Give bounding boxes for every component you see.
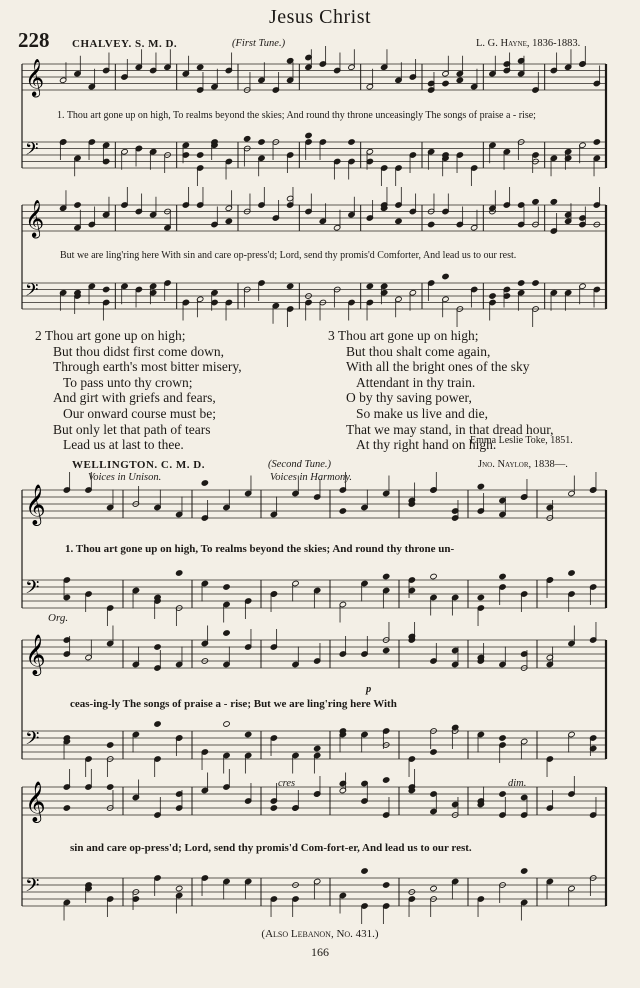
- note-head: [520, 868, 527, 874]
- note-head: [175, 570, 182, 576]
- note-head: [223, 721, 230, 727]
- note-head: [175, 735, 182, 741]
- note-head: [59, 139, 66, 145]
- note-head: [270, 805, 277, 811]
- direction-unison: Voices in Unison.: [88, 472, 162, 483]
- note-head: [430, 573, 437, 579]
- note-head: [430, 749, 437, 755]
- footer-note: (Also Lebanon, No. 431.): [261, 928, 379, 940]
- page-header: Jesus Christ: [268, 6, 372, 28]
- verse-3-line: With all the bright ones of the sky: [346, 359, 530, 375]
- bass-clef: 𝄢: [25, 280, 39, 304]
- note-head: [442, 273, 449, 279]
- verse-2-line: Our onward course must be;: [63, 405, 216, 421]
- verse-3-line: Attendant in thy train.: [356, 374, 476, 390]
- note-head: [430, 885, 437, 891]
- tune2-lyrics-line2: ceas-ing-ly The songs of praise a - rise; But we are ling'ring here With: [70, 698, 397, 710]
- treble-clef: 𝄞: [25, 485, 46, 525]
- note-head: [196, 64, 203, 70]
- note-head: [499, 791, 506, 797]
- tune1-name: CHALVEY. S. M. D.: [72, 38, 178, 50]
- organ-label: Org.: [48, 612, 69, 624]
- note-head: [135, 145, 142, 151]
- direction-harmony: Voices in Harmony.: [270, 472, 352, 483]
- verse-2-line: Through earth's most bitter misery,: [53, 359, 242, 375]
- note-head: [225, 218, 232, 224]
- treble-clef: 𝄞: [25, 635, 46, 675]
- hymn-number: 228: [18, 28, 50, 52]
- tune2-note: (Second Tune.): [268, 459, 331, 470]
- note-head: [550, 199, 557, 205]
- note-head: [382, 573, 389, 579]
- verse-3-line: O by thy saving power,: [346, 390, 472, 406]
- note-head: [427, 221, 434, 227]
- note-head: [154, 644, 161, 650]
- note-head: [286, 283, 293, 289]
- treble-clef: 𝄞: [25, 58, 45, 96]
- note-head: [361, 868, 368, 874]
- dynamic-crescendo: cres: [278, 778, 296, 789]
- note-head: [305, 132, 312, 138]
- note-head: [589, 487, 596, 493]
- note-head: [593, 139, 600, 145]
- verse-2-line: And girt with griefs and fears,: [53, 390, 216, 406]
- dynamic-piano: p: [366, 684, 372, 695]
- note-head: [292, 805, 299, 811]
- verse-3-line: But thou shalt come again,: [346, 343, 491, 359]
- note-head: [477, 594, 484, 600]
- note-head: [258, 139, 265, 145]
- note-head: [223, 584, 230, 590]
- verse-2-line: To pass unto thy crown;: [63, 374, 193, 390]
- note-head: [243, 136, 250, 142]
- verse-2-line: 2 Thou art gone up on high;: [35, 328, 186, 343]
- verse-3-line: That we may stand, in that dread hour,: [346, 421, 554, 437]
- tune1-note: (First Tune.): [232, 38, 286, 49]
- note-head: [532, 280, 539, 286]
- note-head: [442, 80, 449, 86]
- note-head: [196, 152, 203, 158]
- note-head: [201, 480, 208, 486]
- note-head: [348, 139, 355, 145]
- note-head: [106, 742, 113, 748]
- note-head: [339, 508, 346, 514]
- note-head: [382, 777, 389, 783]
- note-head: [74, 202, 81, 208]
- tune2-lyrics-line1: 1. Thou art gone up on high, To realms beyond the skies; And round thy throne un-: [65, 543, 455, 555]
- treble-clef: 𝄞: [25, 782, 46, 822]
- note-head: [270, 591, 277, 597]
- note-head: [175, 885, 182, 891]
- note-head: [154, 721, 161, 727]
- note-head: [517, 280, 524, 286]
- bass-clef: 𝄢: [25, 577, 40, 603]
- tune2-lyrics-line3: sin and care op-press'd; Lord, send thy promis'd Com-fort-er, And lead us to our rest.: [70, 842, 472, 854]
- verse-2-line: Lead us at last to thee.: [63, 437, 184, 453]
- page-number: 166: [311, 945, 329, 959]
- verse-author: Emma Leslie Toke, 1851.: [470, 435, 573, 446]
- tune1-lyrics-line1: 1. Thou art gone up on high, To realms beyond the skies; And round thy throne unceasingly The songs of praise a - rise;: [57, 110, 536, 121]
- note-head: [106, 784, 113, 790]
- note-head: [63, 805, 70, 811]
- bass-clef: 𝄢: [25, 875, 40, 901]
- note-head: [382, 647, 389, 653]
- tune1-composer: L. G. Hayne, 1836-1883.: [476, 38, 581, 49]
- tune2-composer: Jno. Naylor, 1838—.: [478, 459, 568, 470]
- note-head: [477, 483, 484, 489]
- note-head: [382, 882, 389, 888]
- note-head: [132, 587, 139, 593]
- note-head: [244, 731, 251, 737]
- note-head: [546, 577, 553, 583]
- note-head: [223, 630, 230, 636]
- bass-clef: 𝄢: [25, 728, 40, 754]
- verse-3-line: So make us live and die,: [356, 405, 488, 421]
- verse-2-line: But thou didst first come down,: [53, 343, 224, 359]
- note-head: [102, 212, 109, 218]
- verse-3-line: At thy right hand on high.: [356, 437, 497, 453]
- dynamic-diminuendo: dim.: [508, 778, 527, 789]
- tune2-name: WELLINGTON. C. M. D.: [72, 459, 205, 471]
- note-head: [532, 199, 539, 205]
- note-head: [313, 745, 320, 751]
- note-head: [456, 77, 463, 83]
- note-head: [489, 293, 496, 299]
- note-head: [430, 487, 437, 493]
- note-head: [499, 573, 506, 579]
- note-head: [499, 735, 506, 741]
- note-head: [568, 570, 575, 576]
- verse-3-line: 3 Thou art gone up on high;: [328, 328, 479, 343]
- verse-2: [35, 328, 242, 453]
- verse-2-line: But only let that path of tears: [53, 421, 211, 437]
- note-head: [395, 218, 402, 224]
- treble-clef: 𝄞: [25, 199, 45, 237]
- note-head: [579, 61, 586, 67]
- note-head: [366, 283, 373, 289]
- bass-clef: 𝄢: [25, 139, 39, 163]
- tune1-lyrics-line2: But we are ling'ring here With sin and care op-press'd; Lord, send thy promis'd Comforter, And lead us to our rest.: [60, 250, 517, 261]
- note-head: [313, 791, 320, 797]
- note-head: [102, 286, 109, 292]
